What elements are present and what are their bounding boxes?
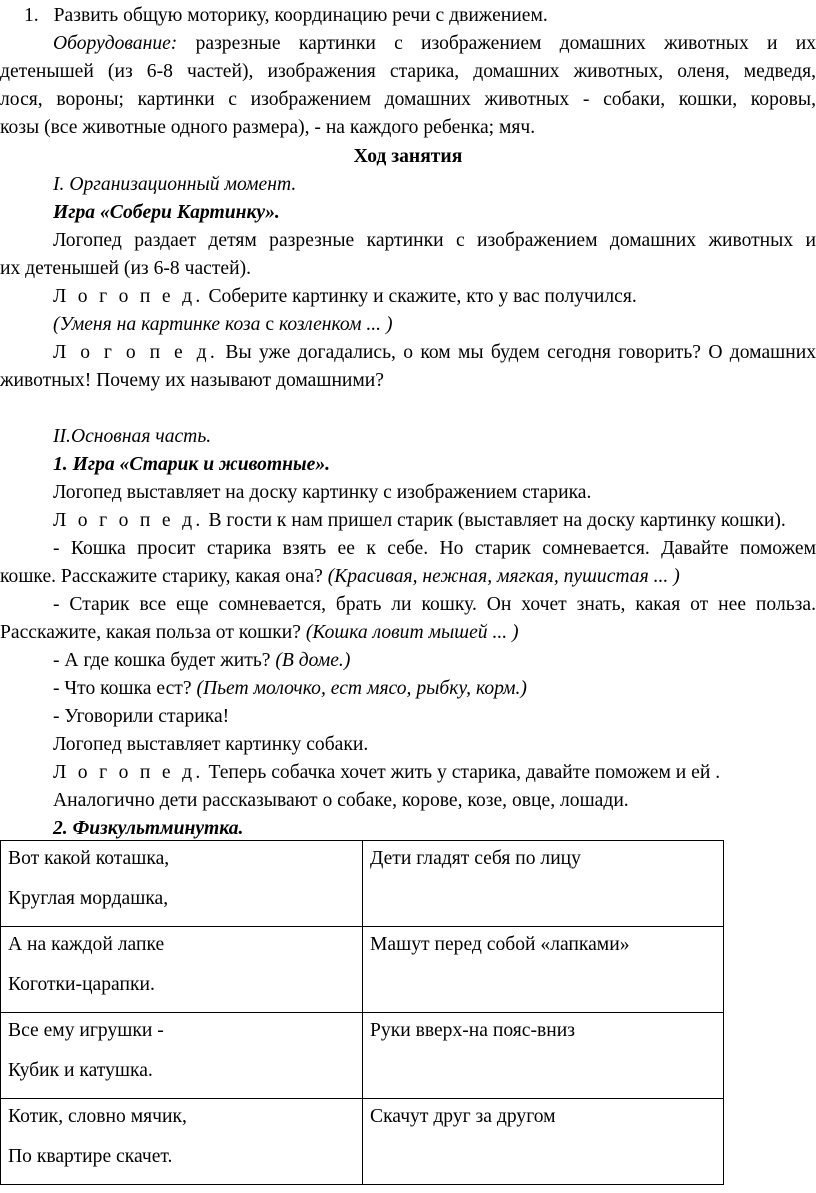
equipment-line-4: козы (все животные одного размера), - на каждого ребенка; мяч. [0,117,536,138]
section-2-paragraph-2 [53,507,786,535]
section-2-paragraph-9 [53,759,720,787]
answer-text: (В доме.) [275,650,351,671]
speaker-text: В гости к нам пришел старик (выставляет на доску картинку кошки). [208,510,786,531]
verse-line-1: А на каждой лапке [8,934,165,955]
action-cell: Руки вверх-на пояс-вниз [363,1013,724,1099]
verse-cell [1,927,363,1013]
verse-cell [1,841,363,927]
section-2-paragraph-1: Логопед выставляет на доску картинку с изображением старика. [53,482,592,503]
table-row [1,1099,724,1185]
question-text: кошке. Расскажите старику, какая она? [0,566,323,587]
section-1-paragraph-3-line-1 [53,339,816,367]
speaker-text: Вы уже догадались, о ком мы будем сегодня говорить? О домашних [225,342,816,363]
speaker-text: Теперь собачка хочет жить у старика, давайте поможем и ей . [208,762,721,783]
verse-line-2: По квартире скачет. [8,1146,173,1167]
answer-text: (Кошка ловит мышей ... ) [305,622,519,643]
section-2-paragraph-4-line-2 [0,619,519,647]
section-1-answer [53,311,393,339]
answer-end: козленком ... ) [278,314,393,335]
section-2-game-title: 1. Игра «Старик и животные». [53,454,331,475]
action-cell: Скачут друг за другом [363,1099,724,1185]
verse-line-2: Кубик и катушка. [8,1060,153,1081]
section-2-paragraph-8: Логопед выставляет картинку собаки. [53,734,369,755]
goal-item [24,2,548,30]
section-2-paragraph-10: Аналогично дети рассказывают о собаке, корове, козе, овце, лошади. [53,790,629,811]
equipment-line-2: детенышей (из 6-8 частей), изображения старика, домашних животных, оленя, медведя, [0,61,816,82]
speaker-text: Соберите картинку и скажите, кто у вас получился. [208,286,637,307]
section-1-paragraph-2 [53,283,637,311]
section-2-paragraph-7: - Уговорили старика! [53,706,230,727]
equipment-line-3: лося, вороны; картинки с изображением домашних животных - собаки, кошки, коровы, [0,89,816,110]
equipment-text-1: разрезные картинки с изображением домашних животных и их [195,33,816,54]
verse-line-2: Коготки-царапки. [8,974,155,995]
section-1-paragraph-3-line-2: животных! Почему их называют домашними? [0,370,384,391]
equipment-line-1 [53,30,816,58]
action-cell: Дети гладят себя по лицу [363,841,724,927]
speaker-label: Л о г о п е д. [53,286,204,307]
answer-text: (Пьет молочко, ест мясо, рыбку, корм.) [196,678,527,699]
question-text: - Что кошка ест? [53,678,192,699]
section-1-game-title: Игра «Собери Картинку». [53,202,280,223]
verse-line-2: Круглая мордашка, [8,888,169,909]
speaker-label: Л о г о п е д. [53,510,204,531]
table-row [1,927,724,1013]
action-cell: Машут перед собой «лапками» [363,927,724,1013]
answer-text: (Уменя на картинке коза [53,314,261,335]
table-row [1,841,724,927]
verse-line-1: Вот какой коташка, [8,848,170,869]
equipment-label: Оборудование: [53,33,178,54]
section-1-paragraph-1-line-1: Логопед раздает детям разрезные картинки с изображением домашних животных и [53,230,816,251]
verse-line-1: Все ему игрушки - [8,1020,164,1041]
section-2-paragraph-4-line-1: - Старик все еще сомневается, брать ли кошку. Он хочет знать, какая от нее польза. [53,594,816,615]
goal-text: Развить общую моторику, координацию речи с движением. [53,5,548,26]
lesson-title: Ход занятия [353,146,463,167]
verse-line-1: Котик, словно мячик, [8,1106,187,1127]
verse-cell [1,1099,363,1185]
verse-cell [1,1013,363,1099]
section-1-paragraph-1-line-2: их детенышей (из 6-8 частей). [0,258,252,279]
section-2-paragraph-6 [53,675,527,703]
fizminutka-title: 2. Физкультминутка. [53,818,244,839]
table-row [1,1013,724,1099]
speaker-label: Л о г о п е д. [53,762,204,783]
answer-mid: с [265,314,275,335]
section-1-heading: I. Организационный момент. [53,174,297,195]
section-2-paragraph-3-line-1: - Кошка просит старика взять ее к себе. Но старик сомневается. Давайте поможем [53,538,816,559]
speaker-label: Л о г о п е д. [53,342,219,363]
fizminutka-table [0,840,724,1185]
section-2-paragraph-5 [53,647,350,675]
list-number: 1. [24,5,39,26]
question-text: Расскажите, какая польза от кошки? [0,622,301,643]
question-text: - А где кошка будет жить? [53,650,271,671]
answer-text: (Красивая, нежная, мягкая, пушистая ... ) [327,566,680,587]
section-2-paragraph-3-line-2 [0,563,680,591]
section-2-heading: II.Основная часть. [53,426,212,447]
